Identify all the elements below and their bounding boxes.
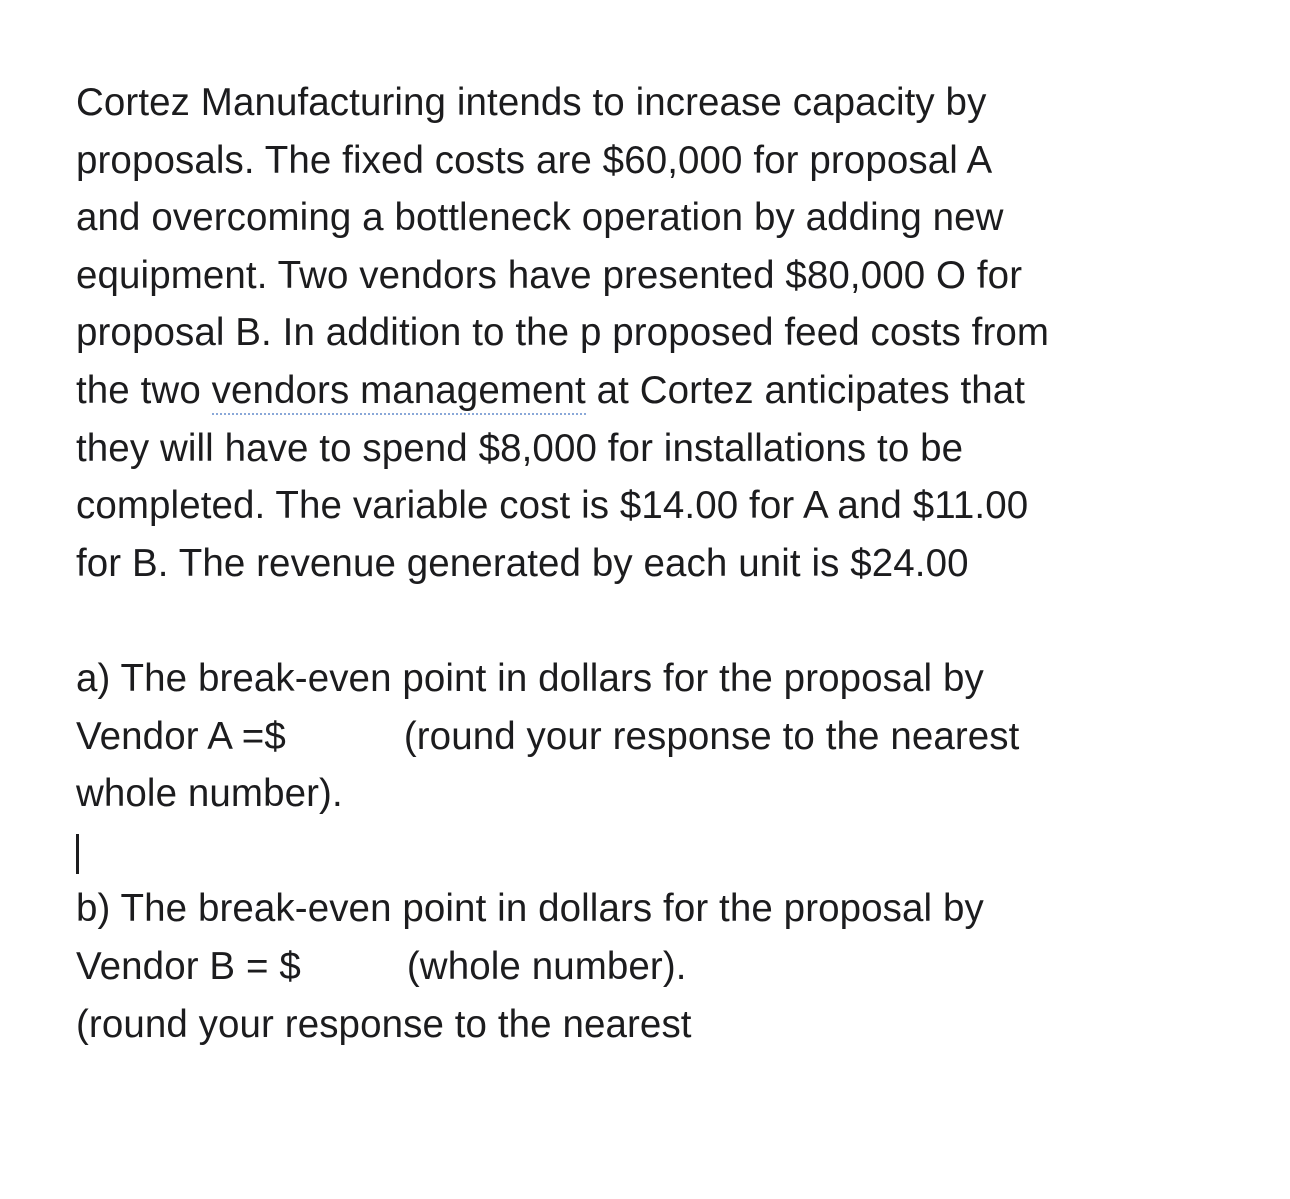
- cursor-line[interactable]: [76, 823, 1266, 881]
- problem-line-1: Cortez Manufacturing intends to increase capacity by: [76, 81, 987, 124]
- question-b: [76, 880, 1266, 1053]
- question-a: [76, 650, 1266, 823]
- line-6-suffix: at Cortez anticipates that: [585, 368, 1026, 412]
- vendor-a-label: Vendor A =$: [76, 714, 286, 758]
- paragraph-spacer: [76, 592, 1266, 650]
- question-b-line-1: b) The break-even point in dollars for the proposal by: [76, 887, 984, 931]
- problem-line-6: [76, 362, 1266, 420]
- question-a-line-1: a) The break-even point in dollars for the proposal by: [76, 656, 984, 700]
- problem-line-7: they will have to spend $8,000 for installations to be: [76, 426, 964, 470]
- vendor-b-instruction: (whole number).: [406, 944, 687, 988]
- text-cursor: [76, 834, 79, 874]
- question-a-line-3: whole number).: [76, 772, 343, 816]
- problem-line-2: proposals. The fixed costs are $60,000 for proposal A: [76, 138, 993, 182]
- vendor-a-instruction: (round your response to the nearest: [403, 714, 1020, 758]
- problem-line-4: equipment. Two vendors have presented $80,000 O for: [76, 253, 1023, 297]
- document-body[interactable]: [76, 74, 1266, 1053]
- question-b-line-3: (round your response to the nearest: [76, 1002, 692, 1046]
- problem-line-9: for B. The revenue generated by each unit is $24.00: [76, 541, 969, 585]
- question-b-line-2: [76, 938, 1266, 996]
- problem-line-3: and overcoming a bottleneck operation by adding new: [76, 196, 1004, 240]
- line-6-prefix: the two: [76, 368, 212, 412]
- question-a-line-2: [76, 708, 1266, 766]
- spelling-flagged-phrase[interactable]: vendors management: [212, 369, 586, 415]
- problem-line-8: completed. The variable cost is $14.00 for A and $11.00: [76, 484, 1029, 528]
- problem-statement: [76, 74, 1266, 592]
- vendor-b-label: Vendor B = $: [76, 944, 301, 988]
- problem-line-5: proposal B. In addition to the p proposed feed costs from: [76, 311, 1050, 355]
